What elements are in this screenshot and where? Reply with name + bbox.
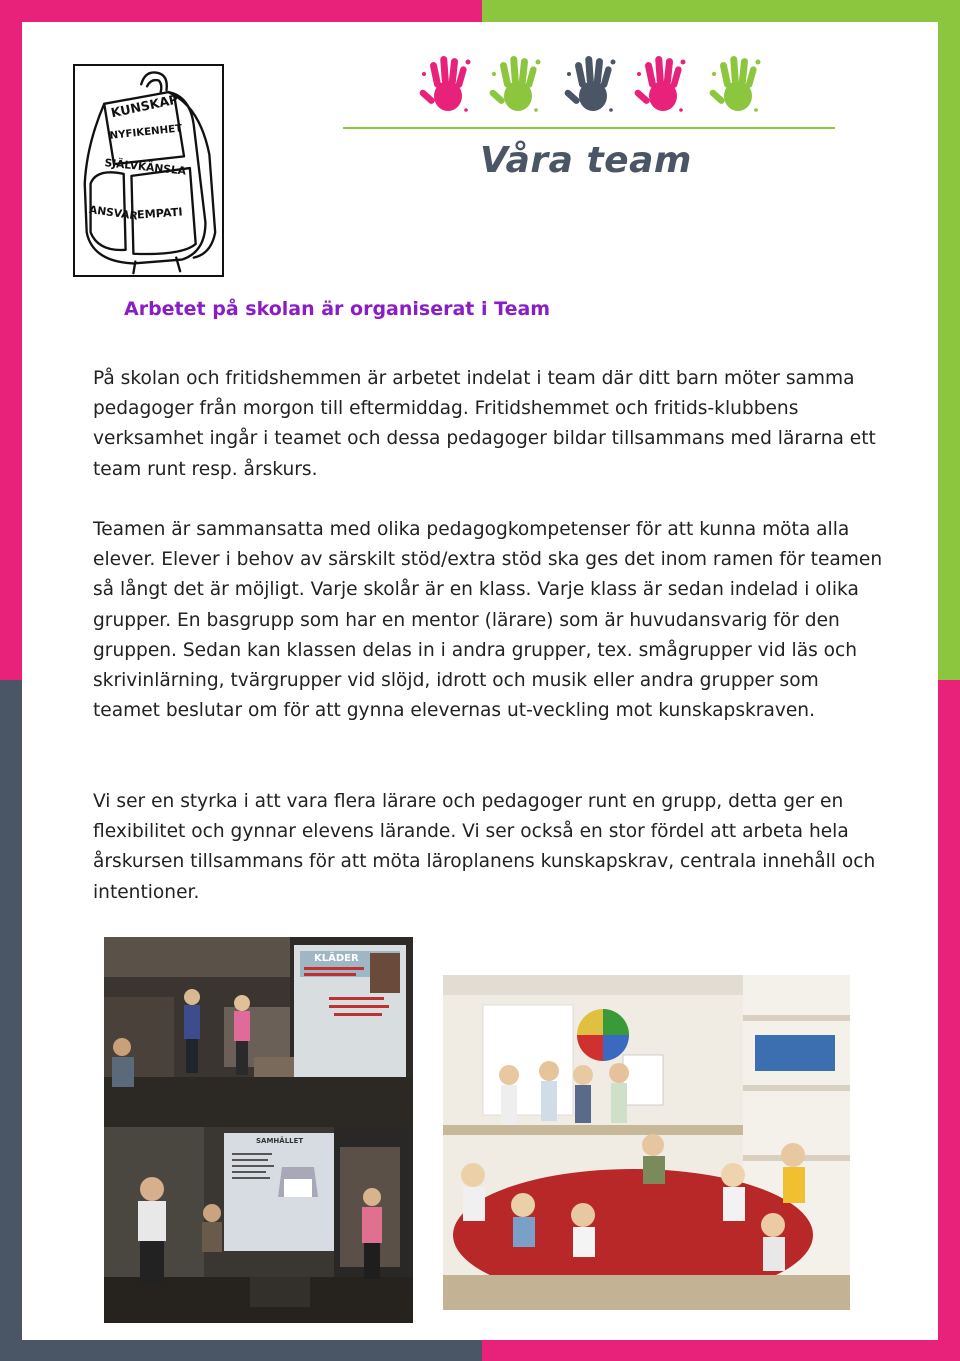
backpack-logo bbox=[73, 64, 224, 277]
photo-classroom-screen bbox=[104, 1127, 413, 1323]
photo-children-circle bbox=[443, 975, 850, 1310]
logo-word-kunskap: KUNSKAP bbox=[109, 91, 180, 121]
slide-title-samhallet: SAMHÄLLET bbox=[256, 1137, 304, 1145]
frame-band-right-bottom bbox=[938, 680, 960, 1361]
backpack-icon bbox=[75, 66, 222, 275]
frame-band-bottom-left bbox=[0, 1340, 482, 1361]
frame-band-top-right bbox=[482, 0, 960, 22]
hand-prints bbox=[418, 52, 768, 122]
section-heading: Arbetet på skolan är organiserat i Team bbox=[124, 298, 551, 320]
paragraph-3: Vi ser en styrka i att vara flera lärare och pedagoger runt en grupp, detta ger en flexibilitet och gynnar elevens lärande. Vi ser också en stor fördel att arbeta hela årskursen tillsammans för att möta läroplanens kunskapskrav, centrala innehåll och intentioner. bbox=[93, 791, 876, 903]
frame-band-top-left bbox=[0, 0, 482, 22]
paragraph-2: Teamen är sammansatta med olika pedagogkompetenser för att kunna möta alla elever. Elever i behov av särskilt stöd/extra stöd ska ges det inom ramen för teamen så långt det är möjligt. Varje skolår är en klass. Varje klass är sedan indelad i olika grupper. En basgrupp som har en mentor (lärare) som är huvudansvarig för den gruppen. Sedan kan klassen delas in i andra grupper, tex. smågrupper vid läs och skrivinlärning, tvärgrupper vid slöjd, idrott och musik eller andra grupper som teamet beslutar om för att gynna elevernas ut-veckling mot kunskapskraven. bbox=[93, 519, 883, 722]
title-rule bbox=[343, 127, 835, 129]
hand-print-icon bbox=[488, 52, 548, 118]
hand-print-icon bbox=[418, 52, 478, 118]
frame-band-bottom-right bbox=[482, 1340, 960, 1361]
logo-word-nyfikenhet: NYFIKENHET bbox=[109, 123, 183, 142]
photo-classroom-presentation bbox=[104, 937, 413, 1127]
logo-word-sjalvkansla: SJÄLVKÄNSLA bbox=[103, 156, 187, 178]
page-title: Våra team bbox=[480, 140, 692, 181]
frame-band-left-top bbox=[0, 0, 22, 680]
hand-print-icon bbox=[708, 52, 768, 118]
paragraph-1: På skolan och fritidshemmen är arbetet indelat i team där ditt barn möter samma pedagoger från morgon till eftermiddag. Fritidshemmet och fritids-klubbens verksamhet ingår i teamet och dessa pedagoger bildar tillsammans med lärarna ett team runt resp. årskurs. bbox=[93, 368, 876, 480]
logo-word-ansvar: ANSVAR bbox=[88, 202, 139, 223]
logo-word-empati: EMPATI bbox=[136, 205, 183, 222]
hand-print-icon bbox=[633, 52, 693, 118]
frame-band-left-bottom bbox=[0, 680, 22, 1361]
hand-print-icon bbox=[563, 52, 623, 118]
slide-title-kleder: KLÄDER bbox=[314, 953, 359, 964]
frame-band-right-top bbox=[938, 0, 960, 680]
